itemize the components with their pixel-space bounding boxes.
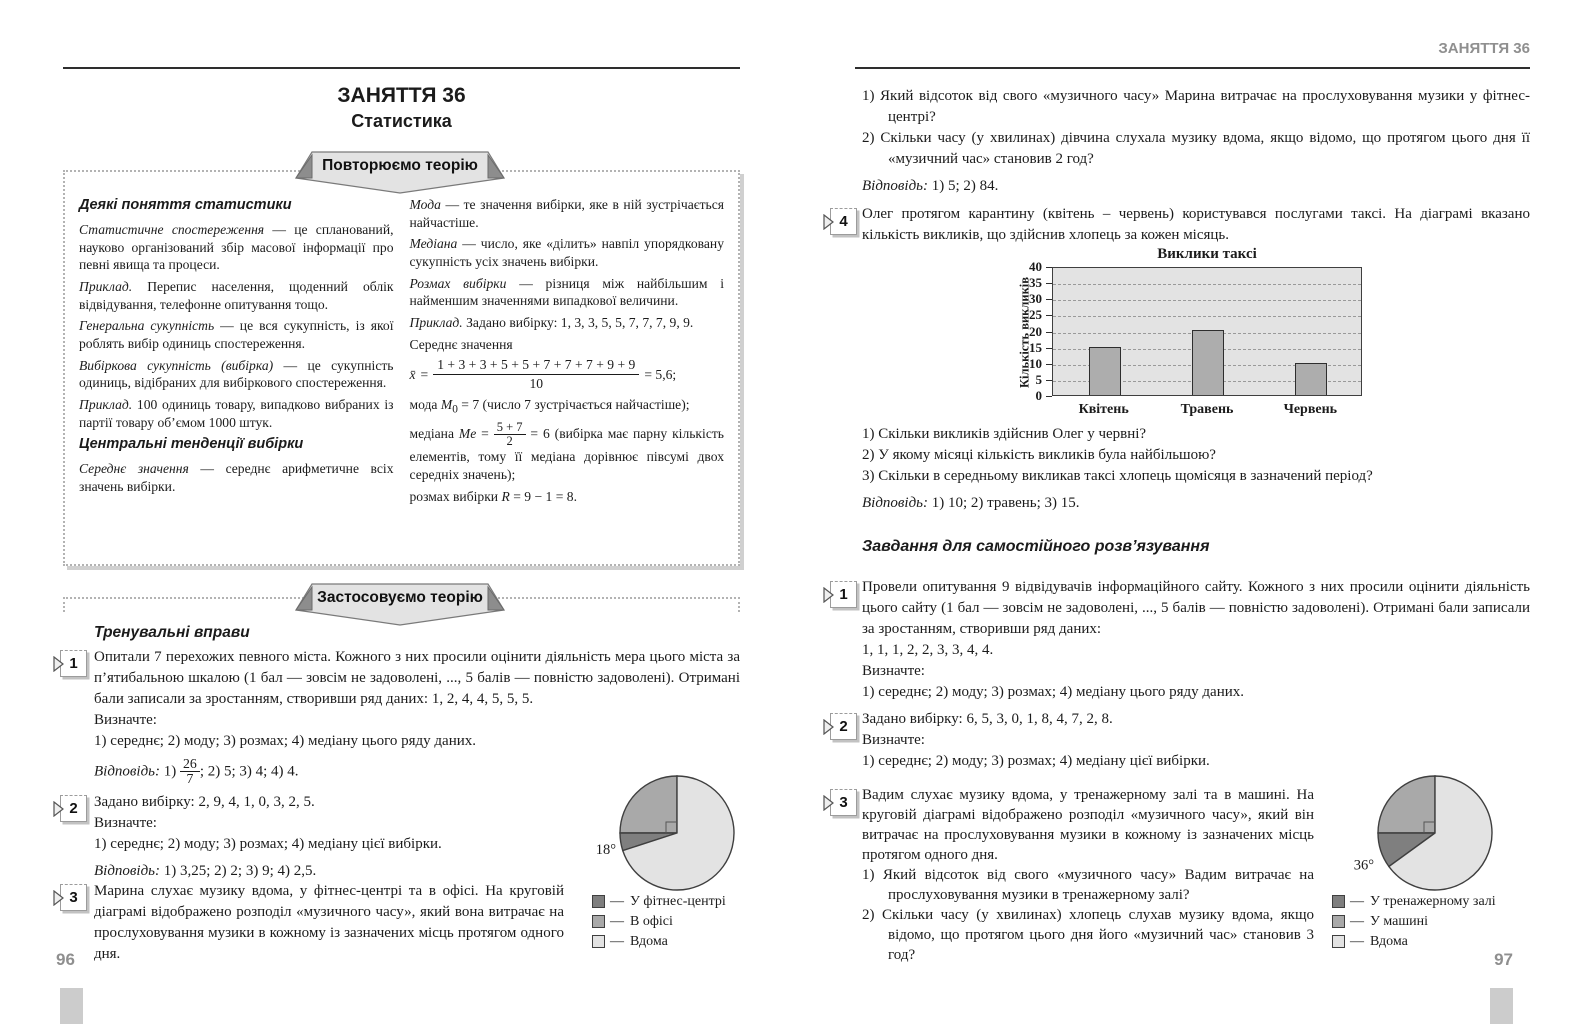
gridline [1053,300,1361,301]
theory-box [63,170,740,566]
right-page-top-rule [855,67,1530,69]
term: Приклад. [79,396,133,412]
determine-items: 1) середнє; 2) моду; 3) розмах; 4) медіану цієї вибірки. [94,836,442,852]
exercise-marker-3 [60,884,87,911]
theory-para [79,221,394,274]
term: Мода [409,197,441,212]
term: Вибіркова сукупність (вибірка) [79,357,274,373]
y-tick-mark [1046,315,1052,316]
rozmah-line: розмах вибірки R = 9 − 1 = 8. [409,488,577,504]
bar-Червень [1295,363,1327,395]
y-tick-mark [1046,267,1052,268]
y-tick-label: 35 [1029,275,1042,291]
pennant-icon [823,587,834,603]
exercise-text: Задано вибірку: 6, 5, 3, 0, 1, 8, 4, 7, 2, 8. [862,711,1113,727]
bar-Квітень [1089,347,1121,395]
exercise-number: 2 [839,718,848,735]
term: Розмах вибірки [409,275,507,291]
theory-para [79,317,394,352]
legend-item [592,933,726,950]
y-tick-mark [1046,364,1052,365]
theory-para [410,314,725,332]
banner-repeat-label: Повторюємо теорію [322,157,478,174]
pennant-icon [823,795,834,811]
theory-para [410,275,725,310]
term: Середнє значення [79,461,189,477]
theory-para [79,396,394,431]
question-1: 1) Який відсоток від свого «музичного часу» Марина витрачає на прослуховування музики у фітнес-центрі? [862,88,1530,125]
bar-Травень [1192,330,1224,395]
determine-label: Визначте: [862,663,925,679]
theory-para [410,235,725,270]
question-2: 2) Скільки часу (у хвилинах) дівчина слухала музику вдома, якщо відомо, що протягом цього дня її «музичний час» становив 2 год? [862,130,1530,167]
legend-item [1332,893,1496,910]
swatch-gym [1332,895,1345,908]
theory-column-right [410,196,725,560]
determine-items: 1) середнє; 2) моду; 3) розмах; 4) медіану цієї вибірки. [862,753,1210,769]
x-tick-label: Травень [1180,402,1234,417]
y-tick-mark [1046,283,1052,284]
corner-tab-left [60,988,83,1024]
determine-label: Визначте: [862,732,925,748]
exercise-text: Задано вибірку: 2, 9, 4, 1, 0, 3, 2, 5. [94,794,315,810]
legend-item [1332,933,1496,950]
gridline [1053,316,1361,317]
music-time-pie-vadym [1319,770,1519,898]
y-tick-label: 20 [1029,323,1042,339]
bar-chart-title: Виклики таксі [1157,246,1257,262]
term: Приклад. [79,278,133,294]
question-1: 1) Скільки викликів здійснив Олег у червні? [862,426,1147,442]
self-exercise-marker-2 [830,713,857,740]
y-tick-label: 25 [1029,307,1042,323]
definition: Перепис населення, щоденний облік відвідування, телефонне опитування тощо. [79,278,394,312]
legend-label: В офісі [630,914,673,929]
y-tick-label: 5 [1035,371,1042,387]
corner-tab-right [1490,988,1513,1024]
legend-dash [1350,893,1364,910]
exercise-4-questions [862,424,1530,515]
x-bar-symbol: x̄ [409,366,416,382]
legend-label: Вдома [1370,934,1408,949]
data-row: 1, 1, 1, 2, 2, 3, 3, 4, 4. [862,642,994,658]
definition: — різниця між найбільшим і найменшим значеннями випадкової величини. [409,275,725,309]
page-number-right: 97 [1494,950,1513,969]
banner-repeat-theory [290,148,510,196]
legend-dash [610,933,624,950]
legend-item [1332,913,1496,930]
exercise-text: Марина слухає музику вдома, у фітнес-центрі та в офісі. На круговій діаграмі відображено розподіл «музичного часу», який вона витрачає на прослуховування музики в кожному із зазначених місць протягом одного дня. [94,883,564,962]
running-header: ЗАНЯТТЯ 36 [1438,40,1530,57]
determine-items: 1) середнє; 2) моду; 3) розмах; 4) медіану цього ряду даних. [862,684,1245,700]
exercise-number: 2 [69,800,78,817]
definition: Задано вибірку: 1, 3, 3, 5, 5, 7, 7, 7, 9, 9. [462,315,694,331]
fraction: $\frac{5 + 7}{2}$ [494,421,526,448]
legend-item [592,893,726,910]
lesson-title [63,82,740,133]
definition: — середнє арифметичне всіх значень вибірки. [79,461,394,494]
definition: — це сукупність одиниць, відібраних для вибіркового спостереження. [79,357,394,391]
angle-label: 18° [595,842,616,858]
exercise-text: Провели опитування 9 відвідувачів інформаційного сайту. Кожного з них просили оцінити діяльність цього сайту (1 бал — зовсім не задоволені, ..., 5 балів — повністю задоволені). Отримані бали записали за зростанням, створивши ряд даних: [862,579,1530,637]
legend-dash [610,893,624,910]
theory-para [410,196,725,231]
term: Статистичне спостереження [79,221,265,237]
pie-legend-marina [592,893,726,953]
exercise-1 [94,647,740,787]
exercise-number: 3 [839,794,848,811]
music-time-pie-marina [561,770,741,898]
self-exercise-3 [862,785,1314,965]
determine-items: 1) середнє; 2) моду; 3) розмах; 4) медіану цього ряду даних. [94,733,477,749]
y-tick-label: 30 [1029,291,1042,307]
swatch-car [1332,915,1345,928]
numerator: 1 + 3 + 3 + 5 + 5 + 7 + 7 + 7 + 9 + 9 [433,357,639,375]
determine-label: Визначте: [94,712,157,728]
y-tick-label: 15 [1029,339,1042,355]
definition: — число, яке «ділить» навпіл упорядковану сукупність усіх значень вибірки. [409,236,724,270]
definition: 100 одиниць товару, випадково вибраних із партії товару об’ємом 1000 штук. [79,396,394,430]
bar-chart-ylabel: Кількість викликів [1017,276,1032,389]
exercise-4 [862,204,1530,246]
pennant-icon [823,214,834,230]
definition: — те значення вибірки, яке в ній зустрічається найчастіше. [409,197,724,230]
page-number-left: 96 [56,950,75,969]
swatch-office [592,915,605,928]
banner-apply-theory [290,580,510,628]
training-heading: Тренувальні вправи [94,624,250,641]
term: Генеральна сукупність [79,318,215,334]
y-tick-mark [1046,380,1052,381]
self-exercise-marker-3 [830,789,857,816]
y-tick-label: 10 [1029,355,1042,371]
self-exercise-2 [862,709,1530,772]
pie-slice-В офісі [620,776,677,833]
y-tick-label: 0 [1035,388,1042,403]
exercise-text: Вадим слухає музику вдома, у тренажерному залі та в машині. На круговій діаграмі відображено розподіл «музичного часу», який він витрачає на прослуховування музики в кожному із зазначених місць протягом одного дня. [862,787,1314,863]
banner-apply-label: Застосовуємо теорію [317,589,483,606]
y-tick-mark [1046,348,1052,349]
exercise-text: Опитали 7 перехожих певного міста. Кожного з них просили оцінити діяльність мера цього міста за п’ятибальною шкалою (1 бал — зовсім не задоволені, ..., 5 балів — повністю задоволені). Отримані бали записали за зростанням, створивши ряд даних: 1, 2, 4, 4, 5, 5, 5. [94,649,740,707]
theory-para [79,460,394,495]
question-3: 3) Скільки в середньому викликав таксі хлопець щомісяця в зазначений період? [862,468,1373,484]
left-page-top-rule [63,67,740,69]
x-tick-label: Квітень [1078,402,1129,417]
exercise-marker-2 [60,795,87,822]
legend-label: У фітнес-центрі [630,894,726,909]
legend-label: У тренажерному залі [1370,894,1496,909]
pennant-icon [53,801,64,817]
selfwork-heading: Завдання для самостійного розв’язування [862,538,1210,555]
fraction: $\frac{26}{7}$ [180,757,200,787]
exercise-number: 1 [69,655,78,672]
gridline [1053,284,1361,285]
pie-slice-У машині [1378,776,1435,833]
exercise-3 [94,881,564,965]
legend-dash [1350,913,1364,930]
term: Приклад. [409,315,463,331]
exercise-3-questions [862,86,1530,198]
self-exercise-1 [862,577,1530,703]
theory-para [79,278,394,313]
lesson-number: ЗАНЯТТЯ 36 [337,84,466,107]
moda-line: мода $M_0 = 7$ (число 7 зустрічається найчастіше); [409,396,690,416]
mean-formula [410,357,725,391]
swatch-fitness [592,895,605,908]
exercise-number: 1 [839,586,848,603]
exercise-text: Олег протягом карантину (квітень – червень) користувався послугами таксі. На діаграмі вказано кількість викликів, що здійснив хлопець за кожен місяць. [862,206,1530,243]
x-tick-label: Червень [1283,402,1338,417]
answer-line: Відповідь: 1) 10; 2) травень; 3) 15. [862,495,1080,511]
theory-heading-tendencies: Центральні тенденції вибірки [79,436,304,453]
y-tick-mark [1046,299,1052,300]
y-tick-mark [1046,396,1052,397]
y-tick-mark [1046,332,1052,333]
exercise-number: 3 [69,889,78,906]
pie-legend-vadym [1332,893,1496,953]
swatch-home [1332,935,1345,948]
pennant-icon [823,719,834,735]
lesson-subtitle: Статистика [351,111,452,131]
exercise-marker-4 [830,208,857,235]
question-1: 1) Який відсоток від свого «музичного часу» Вадим витрачає на прослуховування музики в тренажерному залі? [862,867,1314,903]
determine-label: Визначте: [94,815,157,831]
legend-label: У машині [1370,914,1429,929]
self-exercise-marker-1 [830,581,857,608]
exercise-marker-1 [60,650,87,677]
theory-heading-concepts: Деякі поняття статистики [79,197,292,213]
question-2: 2) Скільки часу (у хвилинах) хлопець слухав музику вдома, якщо відомо, що протягом цього дня його «музичний час» становив 3 год? [862,907,1314,963]
bar-chart-plot [1052,267,1362,396]
question-2: 2) У якому місяці кількість викликів була найбільшою? [862,447,1216,463]
legend-item [592,913,726,930]
legend-label: Вдома [630,934,668,949]
pennant-icon [53,656,64,672]
definition: — це вся сукупність, із якої роблять вибір одиниць спостереження. [79,318,394,351]
legend-dash [610,913,624,930]
pennant-icon [53,890,64,906]
y-tick-label: 40 [1029,259,1042,274]
taxi-calls-bar-chart [988,246,1390,421]
mean-heading: Середнє значення [409,336,513,352]
angle-label: 36° [1353,857,1374,874]
answer-line: Відповідь: 1) $\frac{26}{7}$ ; 2) 5; 3) 4; 4) 4. [94,756,299,787]
result: = 5,6; [644,366,677,382]
equals: = [420,366,429,382]
answer-line: Відповідь: 1) 3,25; 2) 2; 3) 9; 4) 2,5. [94,863,317,879]
legend-dash [1350,933,1364,950]
exercise-number: 4 [839,213,848,230]
theory-column-left [79,196,394,560]
answer-line: Відповідь: 1) 5; 2) 84. [862,178,999,194]
theory-para [79,357,394,392]
definition: — це спланований, науково організований збір масової інформації про певні явища та процеси. [79,221,394,273]
swatch-home [592,935,605,948]
denominator: 10 [529,376,544,391]
fraction [433,357,639,391]
mediana-line: медіана Me = $\frac{5 + 7}{2}$ = 6 (вибірка має парну кількість елементів, тому її медіана дорівнює півсумі двох середніх значень); [409,420,724,483]
term: Медіана [409,236,458,252]
